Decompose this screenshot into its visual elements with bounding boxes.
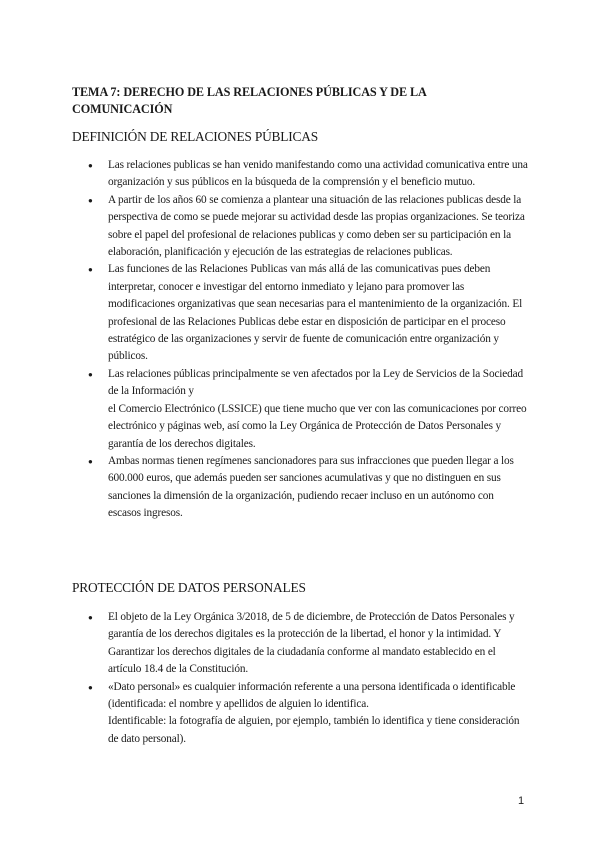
list-item: ● Las funciones de las Relaciones Publicas van más allá de las comunicativas pues deben interpretar, conocer e investigar del entorno inmediato y lejano para promover las modificaciones organizativas que sean necesarias para el mantenimiento de la organización. El profesional de las Relaciones Publicas debe estar en disposición de participar en el proceso estratégico de las organizaciones y servir de fuente de comunicación entre organización y públicos. <box>108 261 528 365</box>
proteccion-list <box>108 609 528 748</box>
page-number: 1 <box>518 795 525 807</box>
list-item-continuation: el Comercio Electrónico (LSSICE) que tiene mucho que ver con las comunicaciones por correo electrónico y páginas web, así como la Ley Orgánica de Protección de Datos Personales y garantía de los derechos digitales. <box>108 402 527 450</box>
list-item: ● Las relaciones públicas principalmente se ven afectados por la Ley de Servicios de la Sociedad de la Información y <box>108 366 528 401</box>
list-item: ● Ambas normas tienen regímenes sancionadores para sus infracciones que pueden llegar a los 600.000 euros, que además pueden ser sanciones acumulativas y que no distinguen en sus sanciones la dimensión de la organización, pudiendo recaer incluso en un autónomo con escasos ingresos. <box>108 453 528 523</box>
list-item: ● «Dato personal» es cualquier información referente a una persona identificada o identificable (identificada: el nombre y apellidos de alguien lo identifica. <box>108 679 528 714</box>
list-item: ● A partir de los años 60 se comienza a plantear una situación de las relaciones publicas desde la perspectiva de como se puede mejorar su actividad desde las propias organizaciones. Se teoriza sobre el papel del profesional de relaciones publicas y como deben ser su participación en la elaboración, planificación y ejecución de las estrategias de relaciones publicas. <box>108 192 528 262</box>
list-item: ● El objeto de la Ley Orgánica 3/2018, de 5 de diciembre, de Protección de Datos Personales y garantía de los derechos digitales es la protección de la libertad, el honor y la intimidad. Y Garantizar los derechos digitales de la ciudadanía conforme al mandato establecido en el artículo 18.4 de la Constitución. <box>108 609 528 679</box>
list-item-continuation: Identificable: la fotografía de alguien, por ejemplo, también lo identifica y tiene consideración de dato personal). <box>108 715 520 745</box>
section-heading-proteccion: PROTECCIÓN DE DATOS PERSONALES <box>72 580 306 595</box>
document-title: TEMA 7: DERECHO DE LAS RELACIONES PÚBLICAS Y DE LA COMUNICACIÓN <box>72 85 427 116</box>
list-item: ● Las relaciones publicas se han venido manifestando como una actividad comunicativa entre una organización y sus públicos en la búsqueda de la comprensión y el beneficio mutuo. <box>108 157 528 192</box>
section-heading-definicion: DEFINICIÓN DE RELACIONES PÚBLICAS <box>72 129 318 144</box>
definicion-list <box>108 157 528 523</box>
